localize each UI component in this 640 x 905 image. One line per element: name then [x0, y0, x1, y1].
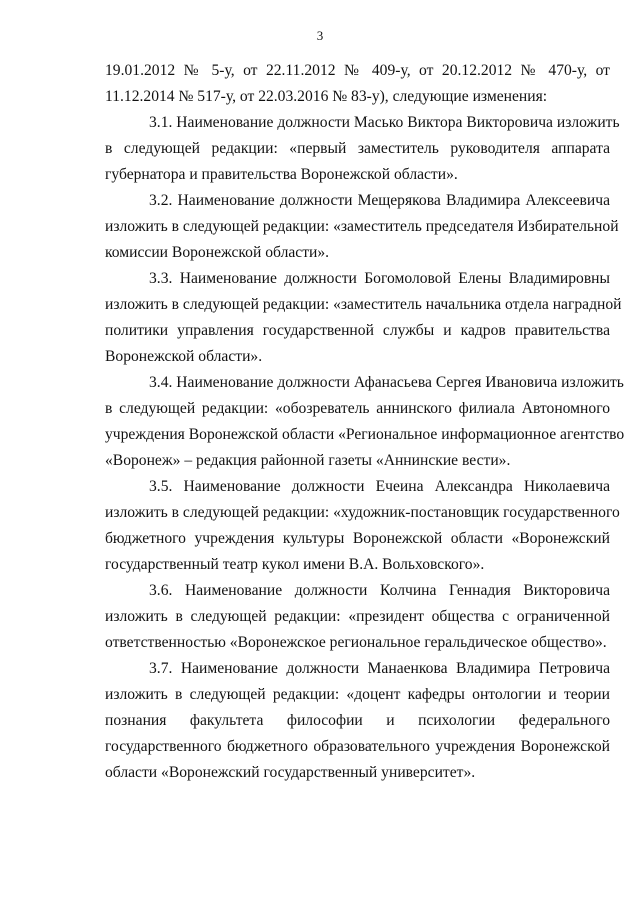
text-line: 3.3. Наименование должности Богомоловой Елены Владимировны — [149, 270, 610, 287]
text-line: изложить в следующей редакции: «президент общества с ограниченной — [105, 608, 610, 625]
text-line: губернатора и правительства Воронежской области». — [105, 166, 458, 183]
text-line: государственный театр кукол имени В.А. Вольховского». — [105, 556, 485, 573]
text-line: ответственностью «Воронежское региональное геральдическое общество». — [105, 634, 607, 651]
text-line: «Воронеж» – редакция районной газеты «Аннинские вести». — [105, 452, 511, 469]
text-line: 3.2. Наименование должности Мещерякова Владимира Алексеевича — [149, 192, 610, 209]
text-line: Воронежской области». — [105, 348, 263, 365]
text-line: в следующей редакции: «обозреватель аннинского филиала Автономного — [105, 400, 610, 417]
text-line: 11.12.2014 № 517-у, от 22.03.2016 № 83-у), следующие изменения: — [105, 88, 548, 105]
text-line: бюджетного учреждения культуры Воронежской области «Воронежский — [105, 530, 610, 547]
text-line: изложить в следующей редакции: «заместитель председателя Избирательной — [105, 218, 619, 235]
text-line: 3.6. Наименование должности Колчина Геннадия Викторовича — [149, 582, 610, 599]
text-line: в следующей редакции: «первый заместитель руководителя аппарата — [105, 140, 610, 157]
text-line: изложить в следующей редакции: «художник-постановщик государственного — [105, 504, 620, 521]
text-line: 3.1. Наименование должности Масько Виктора Викторовича изложить — [149, 114, 620, 131]
page-number: 3 — [316, 28, 324, 43]
text-line: изложить в следующей редакции: «доцент кафедры онтологии и теории — [105, 686, 610, 703]
text-line: области «Воронежский государственный университет». — [105, 764, 476, 781]
text-line: 19.01.2012 № 5-у, от 22.11.2012 № 409-у, от 20.12.2012 № 470-у, от — [105, 62, 610, 79]
text-line: 3.7. Наименование должности Манаенкова Владимира Петровича — [149, 660, 610, 677]
text-line: 3.4. Наименование должности Афанасьева Сергея Ивановича изложить — [149, 374, 624, 391]
text-line: комиссии Воронежской области». — [105, 244, 330, 261]
text-line: учреждения Воронежской области «Региональное информационное агентство — [105, 426, 625, 443]
text-line: изложить в следующей редакции: «заместитель начальника отдела наградной — [105, 296, 622, 313]
text-line: государственного бюджетного образовательного учреждения Воронежской — [105, 738, 610, 755]
text-line: политики управления государственной службы и кадров правительства — [105, 322, 610, 339]
text-line: познания факультета философии и психологии федерального — [105, 712, 610, 729]
text-line: 3.5. Наименование должности Ечеина Александра Николаевича — [149, 478, 610, 495]
